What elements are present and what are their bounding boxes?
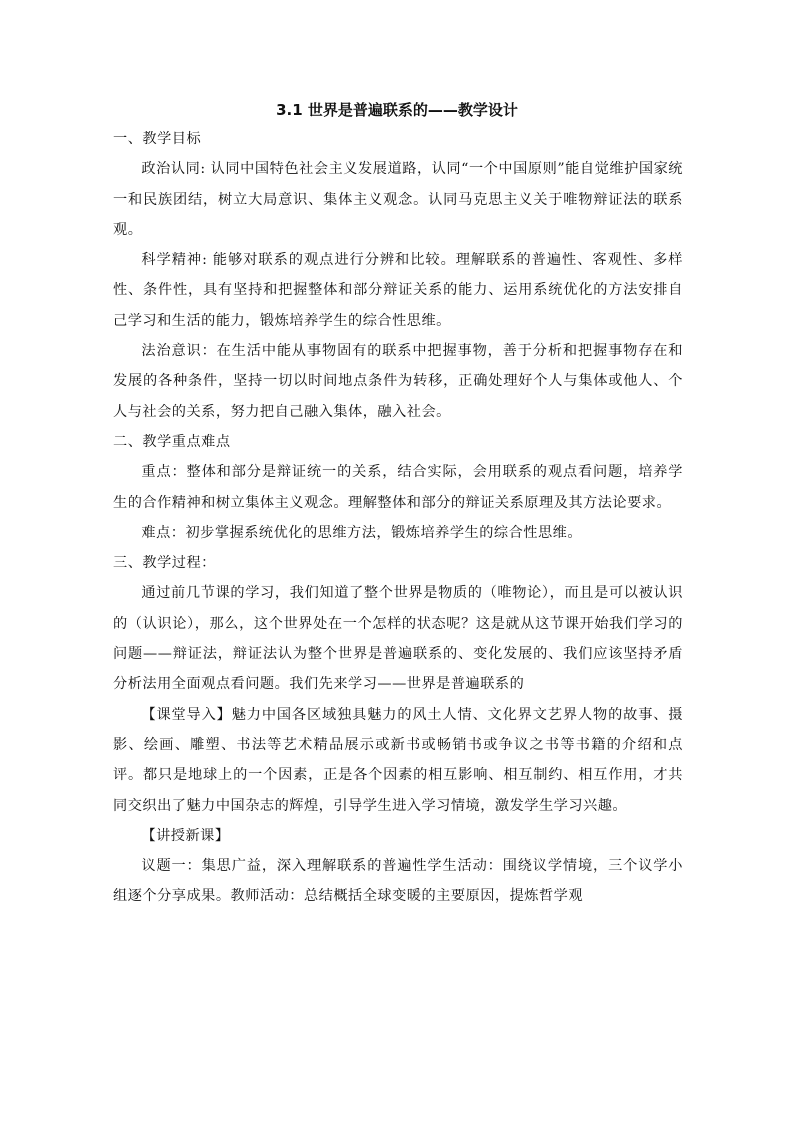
goal-political-identity: 政治认同: 认同中国特色社会主义发展道路，认同“一个中国原则”能自觉维护国家统一和民族团结，树立大局意识、集体主义观念。认同马克思主义关于唯物辩证法的联系观。 <box>113 161 683 238</box>
section-heading-goals: 一、教学目标 <box>113 131 202 147</box>
key-point-paragraph: 重点：整体和部分是辩证统一的关系，结合实际，会用联系的观点看问题，培养学生的合作精神和树立集体主义观念。理解整体和部分的辩证关系原理及其方法论要求。 <box>113 464 683 511</box>
goal-legal-awareness: 法治意识：在生活中能从事物固有的联系中把握事物，善于分析和把握事物存在和发展的各种条件，坚持一切以时间地点条件为转移，正确处理好个人与集体或他人、个人与社会的关系，努力把自己融入集体，融入社会。 <box>113 343 683 420</box>
process-intro-paragraph: 通过前几节课的学习，我们知道了整个世界是物质的（唯物论），而且是可以被认识的（认识论），那么，这个世界处在一个怎样的状态呢？这是就从这节课开始我们学习的问题——辩证法，辩证法认为整个世界是普遍联系的、变化发展的、我们应该坚持矛盾分析法用全面观点看问题。我们先来学习——世界是普遍联系的 <box>113 585 683 693</box>
goal-scientific-spirit: 科学精神: 能够对联系的观点进行分辨和比较。理解联系的普遍性、客观性、多样性、条件性，具有坚持和把握整体和部分辩证关系的能力、运用系统优化的方法安排自己学习和生活的能力，锻炼培养学生的综合性思维。 <box>113 252 683 329</box>
document-title: 3.1 世界是普遍联系的——教学设计 <box>276 101 518 119</box>
section-heading-key-points: 二、教学重点难点 <box>113 433 231 450</box>
difficulty-paragraph: 难点：初步掌握系统优化的思维方法，锻炼培养学生的综合性思维。 <box>141 524 583 541</box>
document-body <box>113 124 683 912</box>
section-heading-process: 三、教学过程： <box>113 555 216 572</box>
class-intro-paragraph: 【课堂导入】魅力中国各区域独具魅力的风土人情、文化界文艺界人物的故事、摄影、绘画、雕塑、书法等艺术精品展示或新书或畅销书或争议之书等书籍的介绍和点评。都只是地球上的一个因素，正是各个因素的相互影响、相互制约、相互作用，才共同交织出了魅力中国杂志的辉煌，引导学生进入学习情境，激发学生学习兴趣。 <box>113 706 683 814</box>
new-lesson-label: 【讲授新课】 <box>141 827 230 844</box>
topic-one-paragraph: 议题一：集思广益，深入理解联系的普遍性学生活动：围绕议学情境，三个议学小组逐个分享成果。教师活动：总结概括全球变暖的主要原因，提炼哲学观 <box>113 858 683 905</box>
